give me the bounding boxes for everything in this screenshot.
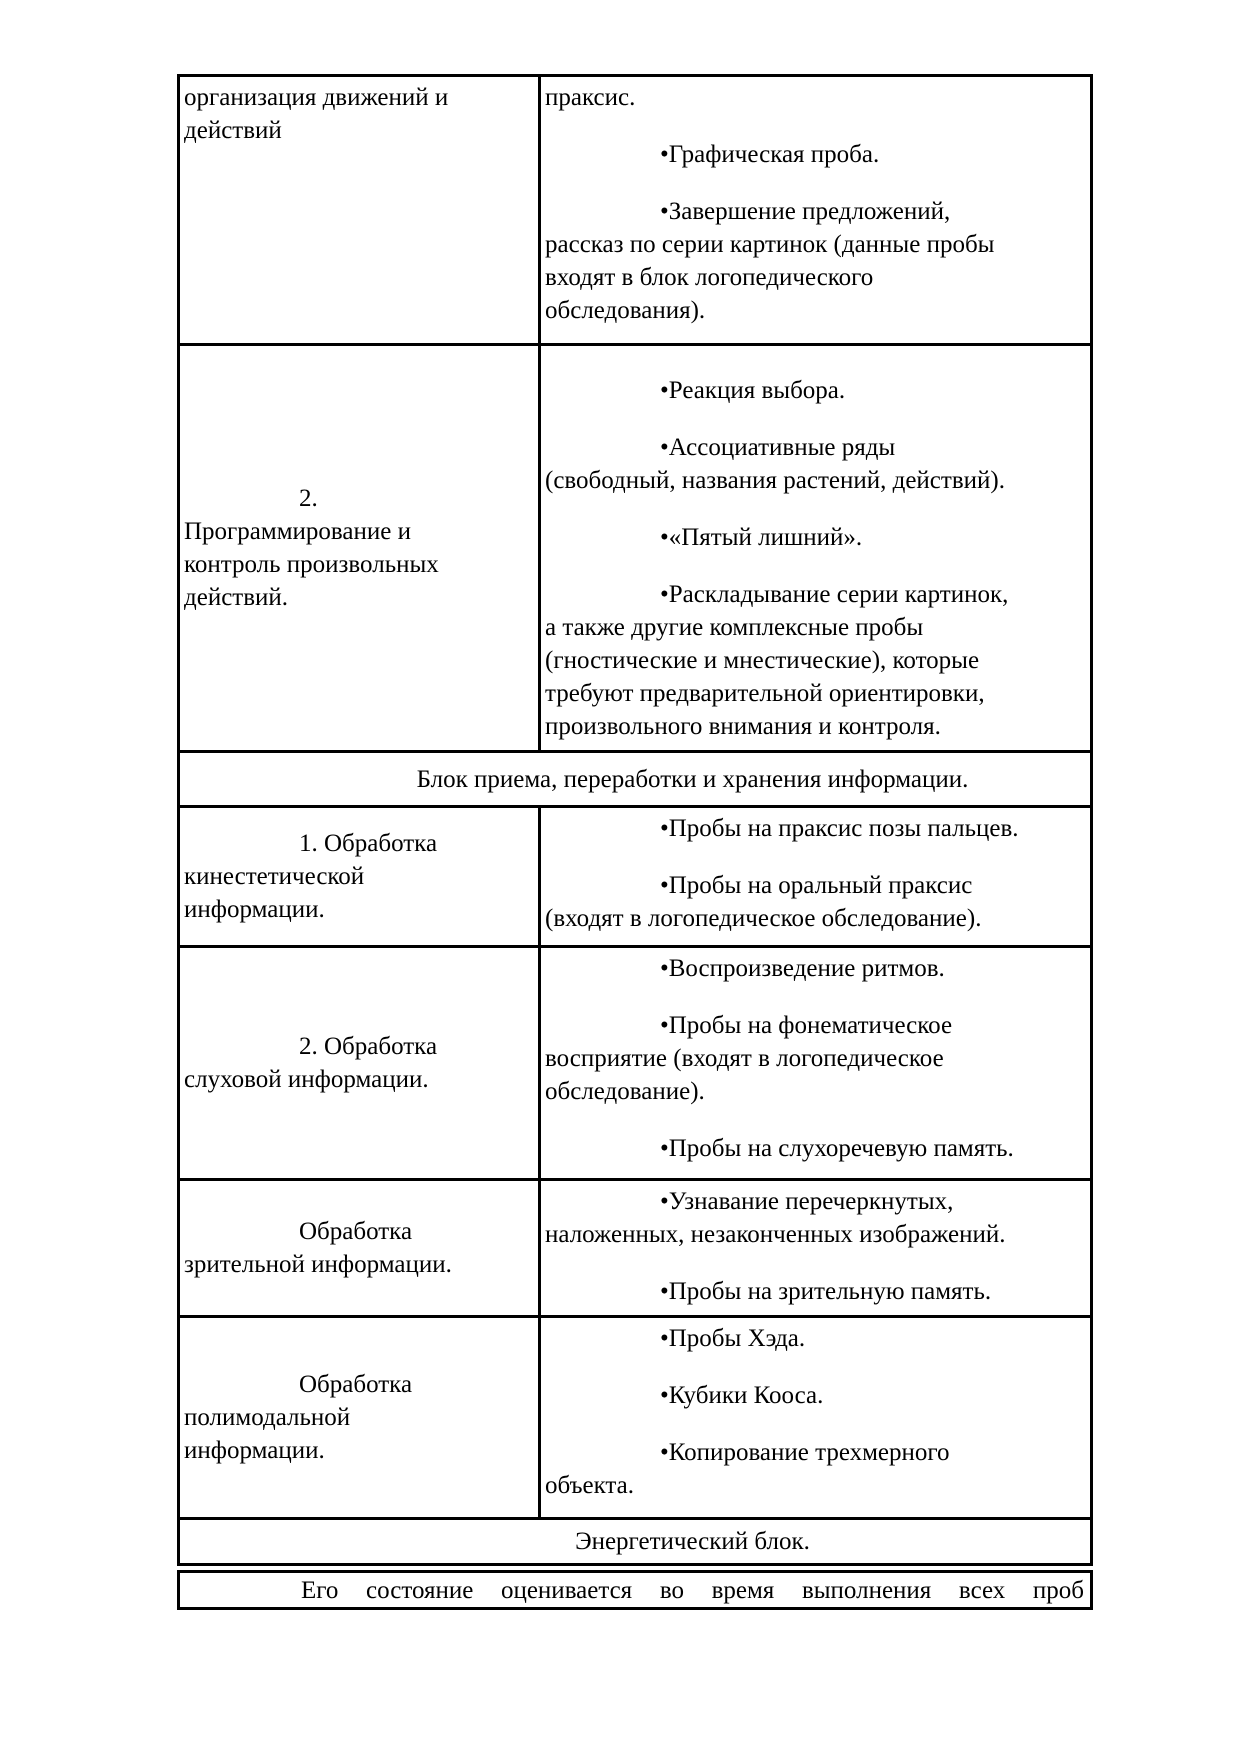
table-row-motor-organization [180,77,1090,343]
text-line: полимодальной [184,1404,351,1431]
bullet-line: •Раскладывание серии картинок, [660,581,1009,608]
text-line: зрительной информации. [184,1251,452,1278]
section-header-info-block [180,750,1090,805]
text-line: объекта. [545,1472,635,1499]
bullet-line: •Реакция выбора. [660,377,846,404]
text-line: (гностические и мнестические), которые [545,647,980,674]
table-row-auditory [180,945,1090,1178]
tests-cell [541,948,1090,1178]
blank-line [545,1355,1086,1379]
blank-line [545,407,1086,431]
table-row-visual [180,1178,1090,1315]
blank-line [545,114,1086,138]
text-line: 2. Обработка [299,1033,438,1060]
text-line: восприятие (входят в логопедическое [545,1045,944,1072]
blank-line [545,497,1086,521]
text-line: 1. Обработка [299,830,438,857]
bullet-line: •Узнавание перечеркнутых, [660,1188,954,1215]
bullet-line: •Копирование трехмерного [660,1439,950,1466]
text-line: обследование). [545,1078,705,1105]
blank-line [545,350,1086,374]
footer-text-line: Его состояние оценивается во время выполнения всех проб [301,1576,1084,1604]
tests-cell [541,1181,1090,1315]
text-line: произвольного внимания и контроля. [545,713,941,740]
function-cell [180,1318,541,1517]
text-line: требуют предварительной ориентировки, [545,680,985,707]
bullet-line: •Пробы на слухоречевую память. [660,1135,1014,1162]
blank-line [545,985,1086,1009]
blank-line [545,1108,1086,1132]
text-line: организация движений и [184,84,449,111]
tests-cell [541,808,1090,945]
table-row-polymodal [180,1315,1090,1517]
text-line: 2. [299,485,318,512]
text-line: контроль произвольных [184,551,439,578]
tests-cell [541,77,1090,343]
table-row-kinesthetic [180,805,1090,945]
text-line: Программирование и [184,518,411,545]
function-cell [180,77,541,343]
bullet-line: •Пробы Хэда. [660,1325,806,1352]
text-line: действий. [184,584,289,611]
text-line: входят в блок логопедического [545,264,874,291]
bullet-line: •Завершение предложений, [660,198,951,225]
text-line: обследования). [545,297,706,324]
section-header-text: Блок приема, переработки и хранения информации. [416,765,969,793]
bullet-line: •«Пятый лишний». [660,524,863,551]
tests-cell [541,1318,1090,1517]
text-line: (свободный, названия растений, действий). [545,467,1005,494]
section-header-text: Энергетический блок. [575,1528,810,1555]
blank-line [545,171,1086,195]
table-row-programming-control [180,343,1090,750]
bullet-line: •Пробы на оральный праксис [660,872,973,899]
blank-line [545,554,1086,578]
text-line: действий [184,117,282,144]
text-line: Обработка [299,1218,413,1245]
bullet-line: •Воспроизведение ритмов. [660,955,945,982]
text-line: рассказ по серии картинок (данные пробы [545,231,995,258]
blank-line [545,1251,1086,1275]
text-line: информации. [184,896,325,923]
text-line: (входят в логопедическое обследование). [545,905,982,932]
text-line: кинестетической [184,863,365,890]
bullet-line: •Ассоциативные ряды [660,434,896,461]
text-line: а также другие комплексные пробы [545,614,924,641]
bullet-line: •Пробы на праксис позы пальцев. [660,815,1019,842]
blank-line [545,845,1086,869]
text-line: наложенных, незаконченных изображений. [545,1221,1006,1248]
function-cell [180,1181,541,1315]
text-line: Обработка [299,1371,413,1398]
text-line: праксис. [545,84,636,111]
neuropsych-assessment-table [177,74,1093,1566]
section-header-energy-block [180,1517,1090,1563]
text-line: информации. [184,1437,325,1464]
function-cell [180,346,541,750]
function-cell [180,808,541,945]
bullet-line: •Пробы на фонематическое [660,1012,953,1039]
function-cell [180,948,541,1178]
energy-block-note-table [177,1570,1093,1610]
bullet-line: •Пробы на зрительную память. [660,1278,992,1305]
blank-line [545,1412,1086,1436]
text-line: слуховой информации. [184,1066,429,1093]
bullet-line: •Кубики Кооса. [660,1382,824,1409]
bullet-line: •Графическая проба. [660,141,880,168]
tests-cell [541,346,1090,750]
